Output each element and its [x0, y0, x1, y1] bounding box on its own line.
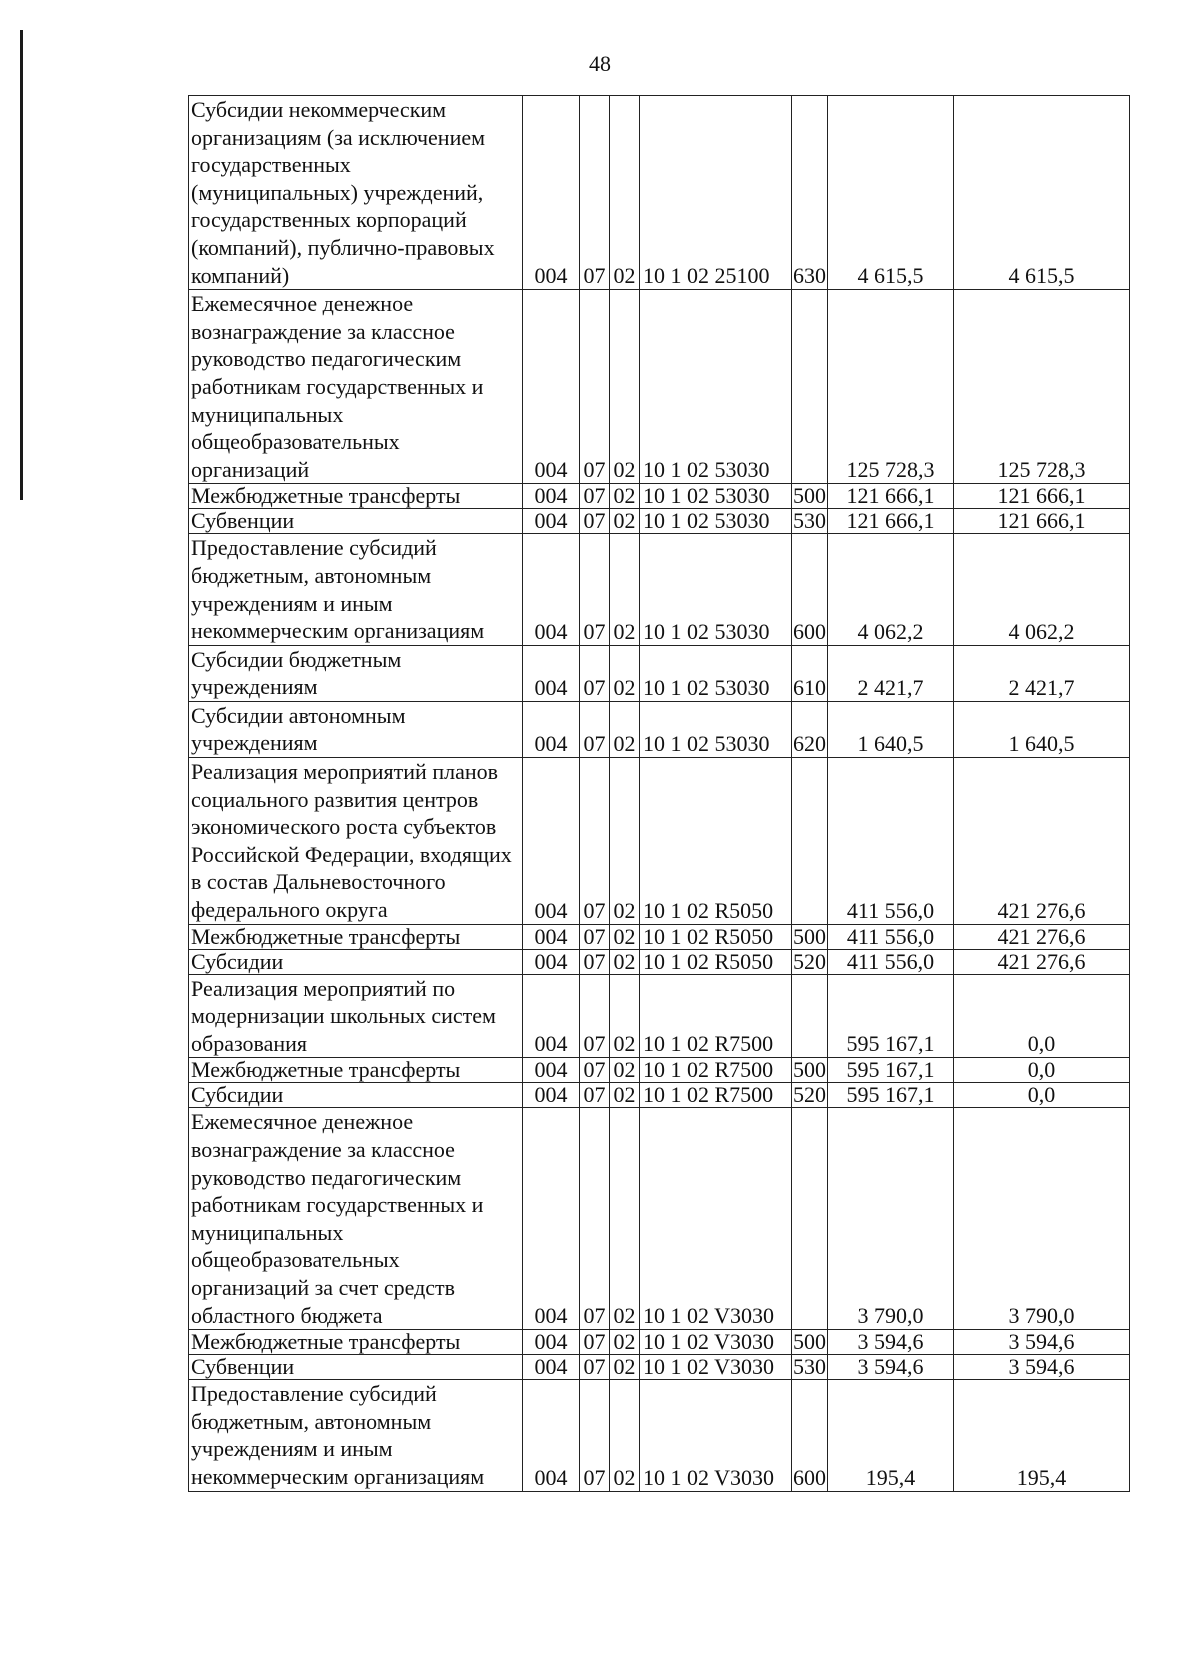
target-article-cell: 10 1 02 53030 — [640, 645, 792, 701]
ministry-code-cell: 004 — [523, 974, 580, 1058]
subsection-code-cell: 02 — [610, 96, 640, 290]
ministry-code-cell: 004 — [523, 645, 580, 701]
expense-type-cell: 500 — [793, 1057, 826, 1083]
amount-year2-cell: 421 276,6 — [954, 758, 1130, 925]
target-article-cell: 10 1 02 V3030 — [640, 1330, 792, 1355]
row-name-cell: Предоставление субсидий бюджетным, автономным учреждениям и иным некоммерческим организациям — [189, 1380, 523, 1491]
amount-year1-cell: 3 790,0 — [828, 1108, 954, 1330]
expense-type-cell: 530 — [793, 508, 826, 534]
ministry-code-cell: 004 — [523, 534, 580, 645]
section-code-cell: 07 — [580, 1058, 610, 1083]
expense-type-cell: 500 — [793, 924, 826, 949]
table-body — [189, 96, 1130, 1492]
table-row — [189, 701, 1130, 757]
amount-year1-cell: 3 594,6 — [828, 1330, 954, 1355]
table-row — [189, 758, 1130, 925]
amount-year1-cell: 121 666,1 — [828, 484, 954, 509]
expense-type-cell: 610 — [792, 645, 828, 701]
subsection-code-cell: 02 — [610, 1355, 640, 1380]
amount-year1-cell: 411 556,0 — [828, 949, 954, 974]
row-name-cell: Межбюджетные трансферты — [189, 1330, 523, 1355]
target-article-cell: 10 1 02 53030 — [640, 534, 792, 645]
ministry-code-cell: 004 — [523, 924, 580, 949]
subsection-code-cell: 02 — [610, 701, 640, 757]
expense-type-cell: 500 — [793, 1329, 826, 1355]
row-name-cell: Ежемесячное денежное вознаграждение за классное руководство педагогическим работникам государственных и муниципальных общеобразовательных организаций за счет средств областного бюджета — [189, 1108, 523, 1330]
amount-year2-cell: 4 062,2 — [954, 534, 1130, 645]
ministry-code-cell: 004 — [523, 701, 580, 757]
row-name-cell: Предоставление субсидий бюджетным, автономным учреждениям и иным некоммерческим организациям — [189, 534, 523, 645]
subsection-code-cell: 02 — [610, 484, 640, 509]
ministry-code-cell: 004 — [523, 1058, 580, 1083]
table-row — [189, 484, 1130, 509]
subsection-code-cell: 02 — [610, 949, 640, 974]
row-name-cell: Субвенции — [189, 509, 523, 534]
section-code-cell: 07 — [580, 290, 610, 484]
row-name-cell: Ежемесячное денежное вознаграждение за классное руководство педагогическим работникам государственных и муниципальных общеобразовательных организаций — [189, 290, 523, 484]
section-code-cell: 07 — [580, 949, 610, 974]
amount-year1-cell: 595 167,1 — [828, 1083, 954, 1108]
target-article-cell: 10 1 02 R7500 — [640, 1083, 792, 1108]
target-article-cell: 10 1 02 R5050 — [640, 758, 792, 925]
target-article-cell: 10 1 02 53030 — [640, 290, 792, 484]
expense-type-cell — [792, 758, 828, 925]
amount-year2-cell: 0,0 — [954, 974, 1130, 1058]
subsection-code-cell: 02 — [610, 1108, 640, 1330]
table-row — [189, 924, 1130, 949]
row-name-cell: Субсидии — [189, 949, 523, 974]
target-article-cell: 10 1 02 V3030 — [640, 1355, 792, 1380]
table-row — [189, 1355, 1130, 1380]
amount-year1-cell: 595 167,1 — [828, 974, 954, 1058]
amount-year1-cell: 595 167,1 — [828, 1058, 954, 1083]
table-row — [189, 974, 1130, 1058]
expense-type-cell: 630 — [792, 96, 828, 290]
target-article-cell: 10 1 02 V3030 — [640, 1380, 792, 1491]
ministry-code-cell: 004 — [523, 509, 580, 534]
expense-type-cell: 600 — [792, 1380, 828, 1491]
subsection-code-cell: 02 — [610, 1058, 640, 1083]
amount-year1-cell: 1 640,5 — [828, 701, 954, 757]
table-row — [189, 645, 1130, 701]
row-name-cell: Субвенции — [189, 1355, 523, 1380]
target-article-cell: 10 1 02 53030 — [640, 484, 792, 509]
section-code-cell: 07 — [580, 1083, 610, 1108]
amount-year1-cell: 3 594,6 — [828, 1355, 954, 1380]
table-row — [189, 1058, 1130, 1083]
target-article-cell: 10 1 02 R5050 — [640, 949, 792, 974]
ministry-code-cell: 004 — [523, 96, 580, 290]
table-row — [189, 96, 1130, 290]
row-name-cell: Межбюджетные трансферты — [189, 484, 523, 509]
expense-type-cell: 600 — [792, 534, 828, 645]
row-name-cell: Субсидии автономным учреждениям — [189, 701, 523, 757]
section-code-cell: 07 — [580, 1108, 610, 1330]
ministry-code-cell: 004 — [523, 758, 580, 925]
expense-type-cell — [792, 1108, 828, 1330]
amount-year1-cell: 4 615,5 — [828, 96, 954, 290]
row-name-cell: Субсидии некоммерческим организациям (за исключением государственных (муниципальных) учреждений, государственных корпораций (компаний), публично-правовых компаний) — [189, 96, 523, 290]
amount-year2-cell: 4 615,5 — [954, 96, 1130, 290]
table-row — [189, 1330, 1130, 1355]
amount-year2-cell: 121 666,1 — [954, 484, 1130, 509]
amount-year2-cell: 125 728,3 — [954, 290, 1130, 484]
budget-table — [188, 95, 1130, 1492]
amount-year2-cell: 3 594,6 — [954, 1355, 1130, 1380]
amount-year1-cell: 121 666,1 — [828, 509, 954, 534]
amount-year1-cell: 195,4 — [828, 1380, 954, 1491]
target-article-cell: 10 1 02 R5050 — [640, 924, 792, 949]
section-code-cell: 07 — [580, 534, 610, 645]
amount-year2-cell: 421 276,6 — [954, 949, 1130, 974]
amount-year2-cell: 121 666,1 — [954, 509, 1130, 534]
amount-year2-cell: 2 421,7 — [954, 645, 1130, 701]
amount-year1-cell: 411 556,0 — [828, 758, 954, 925]
section-code-cell: 07 — [580, 1355, 610, 1380]
subsection-code-cell: 02 — [610, 645, 640, 701]
amount-year2-cell: 0,0 — [954, 1083, 1130, 1108]
target-article-cell: 10 1 02 R7500 — [640, 974, 792, 1058]
expense-type-cell — [792, 974, 828, 1058]
row-name-cell: Межбюджетные трансферты — [189, 1058, 523, 1083]
amount-year1-cell: 125 728,3 — [828, 290, 954, 484]
amount-year1-cell: 411 556,0 — [828, 924, 954, 949]
ministry-code-cell: 004 — [523, 1108, 580, 1330]
amount-year2-cell: 0,0 — [954, 1058, 1130, 1083]
target-article-cell: 10 1 02 R7500 — [640, 1058, 792, 1083]
amount-year1-cell: 2 421,7 — [828, 645, 954, 701]
section-code-cell: 07 — [580, 96, 610, 290]
table-row — [189, 1380, 1130, 1491]
amount-year2-cell: 3 594,6 — [954, 1330, 1130, 1355]
table-row — [189, 534, 1130, 645]
table-row — [189, 1083, 1130, 1108]
amount-year1-cell: 4 062,2 — [828, 534, 954, 645]
section-code-cell: 07 — [580, 974, 610, 1058]
ministry-code-cell: 004 — [523, 1380, 580, 1491]
amount-year2-cell: 1 640,5 — [954, 701, 1130, 757]
row-name-cell: Реализация мероприятий по модернизации школьных систем образования — [189, 974, 523, 1058]
amount-year2-cell: 3 790,0 — [954, 1108, 1130, 1330]
target-article-cell: 10 1 02 V3030 — [640, 1108, 792, 1330]
section-code-cell: 07 — [580, 758, 610, 925]
section-code-cell: 07 — [580, 1380, 610, 1491]
ministry-code-cell: 004 — [523, 290, 580, 484]
row-name-cell: Субсидии бюджетным учреждениям — [189, 645, 523, 701]
subsection-code-cell: 02 — [610, 974, 640, 1058]
table-row — [189, 949, 1130, 974]
subsection-code-cell: 02 — [610, 1380, 640, 1491]
ministry-code-cell: 004 — [523, 1355, 580, 1380]
subsection-code-cell: 02 — [610, 509, 640, 534]
ministry-code-cell: 004 — [523, 1083, 580, 1108]
subsection-code-cell: 02 — [610, 758, 640, 925]
page-number: 48 — [589, 51, 611, 76]
subsection-code-cell: 02 — [610, 924, 640, 949]
expense-type-cell: 500 — [793, 483, 826, 509]
target-article-cell: 10 1 02 53030 — [640, 509, 792, 534]
table-row — [189, 290, 1130, 484]
subsection-code-cell: 02 — [610, 290, 640, 484]
table-row — [189, 509, 1130, 534]
table-row — [189, 1108, 1130, 1330]
target-article-cell: 10 1 02 53030 — [640, 701, 792, 757]
section-code-cell: 07 — [580, 701, 610, 757]
section-code-cell: 07 — [580, 509, 610, 534]
section-code-cell: 07 — [580, 645, 610, 701]
subsection-code-cell: 02 — [610, 1330, 640, 1355]
ministry-code-cell: 004 — [523, 1330, 580, 1355]
amount-year2-cell: 195,4 — [954, 1380, 1130, 1491]
section-code-cell: 07 — [580, 1330, 610, 1355]
row-name-cell: Реализация мероприятий планов социального развития центров экономического роста субъектов Российской Федерации, входящих в состав Дальневосточного федерального округа — [189, 758, 523, 925]
row-name-cell: Субсидии — [189, 1083, 523, 1108]
expense-type-cell: 620 — [792, 701, 828, 757]
expense-type-cell: 530 — [793, 1354, 826, 1380]
subsection-code-cell: 02 — [610, 1083, 640, 1108]
ministry-code-cell: 004 — [523, 949, 580, 974]
expense-type-cell — [792, 290, 828, 484]
scan-edge-mark — [20, 30, 23, 500]
amount-year2-cell: 421 276,6 — [954, 924, 1130, 949]
target-article-cell: 10 1 02 25100 — [640, 96, 792, 290]
row-name-cell: Межбюджетные трансферты — [189, 924, 523, 949]
expense-type-cell: 520 — [793, 1082, 826, 1108]
expense-type-cell: 520 — [793, 949, 826, 974]
section-code-cell: 07 — [580, 924, 610, 949]
section-code-cell: 07 — [580, 484, 610, 509]
ministry-code-cell: 004 — [523, 484, 580, 509]
subsection-code-cell: 02 — [610, 534, 640, 645]
